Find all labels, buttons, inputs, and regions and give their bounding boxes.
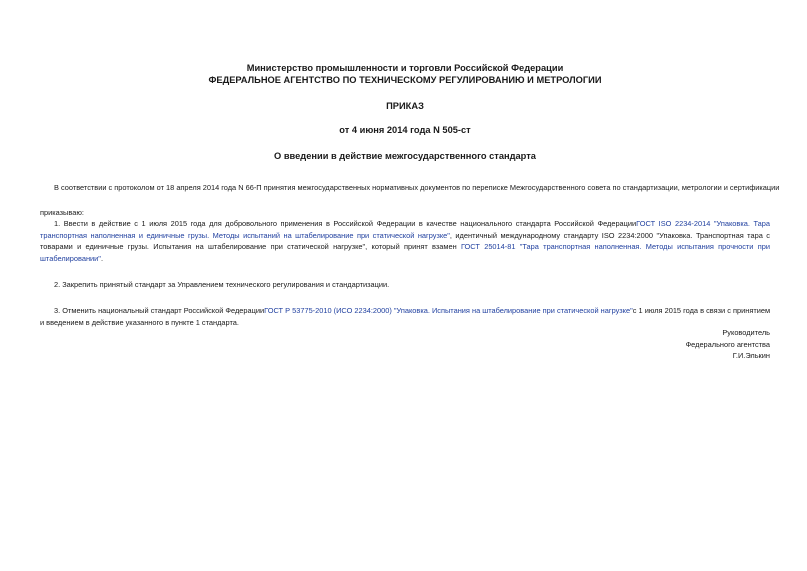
agency-title: ФЕДЕРАЛЬНОЕ АГЕНТСТВО ПО ТЕХНИЧЕСКОМУ РЕГУЛИРОВАНИЮ И МЕТРОЛОГИИ bbox=[208, 75, 602, 85]
signature-organization: Федерального агентства bbox=[685, 339, 770, 349]
gost-iso-2234-2014-link[interactable]: ГОСТ ISO 2234-2014 "Упаковка. Тара транспортная наполненная и единичные грузы. Методы испытаний на штабелирование при статической нагрузке" bbox=[40, 219, 770, 240]
item-1-paragraph bbox=[40, 218, 770, 264]
signature-name: Г.И.Элькин bbox=[732, 351, 770, 361]
gost-r-53775-2010-link[interactable]: ГОСТ Р 53775-2010 (ИСО 2234:2000) "Упаковка. Испытания на штабелирование при статической нагрузке" bbox=[264, 306, 633, 316]
ministry-title: Министерство промышленности и торговли Российской Федерации bbox=[246, 63, 564, 73]
signature-block bbox=[686, 327, 770, 362]
gost-25014-81-link[interactable]: ГОСТ 25014-81 "Тара транспортная наполненная. Методы испытания прочности при штабелировании" bbox=[40, 242, 770, 263]
document-type: ПРИКАЗ bbox=[386, 101, 424, 111]
document-subject: О введении в действие межгосударственного стандарта bbox=[274, 151, 536, 161]
item-3-text-a: 3. Отменить национальный стандарт Российской Федерации bbox=[54, 306, 265, 316]
document-page bbox=[40, 62, 780, 361]
item-2-paragraph: 2. Закрепить принятый стандарт за Управлением технического регулирования и стандартизации. bbox=[54, 279, 390, 289]
order-word: приказываю: bbox=[40, 207, 84, 217]
item-1-text-a: 1. Ввести в действие с 1 июля 2015 года для добровольного применения в Российской Федерации в качестве национального стандарта Российской Федерации bbox=[54, 219, 637, 229]
item-3-text-b: с 1 июля 2015 года в связи с принятием и введением в действие указанного в пункте 1 стандарта. bbox=[40, 306, 771, 327]
item-3-paragraph bbox=[40, 305, 770, 328]
signature-position: Руководитель bbox=[722, 328, 770, 337]
basis-paragraph: В соответствии с протоколом от 18 апреля 2014 года N 66-П принятия межгосударственных нормативных документов по переписке Межгосударственного совета по стандартизации, метрологии и сертификации bbox=[54, 183, 780, 192]
item-1-text-c: . bbox=[100, 253, 103, 263]
document-date-number: от 4 июня 2014 года N 505-ст bbox=[339, 125, 471, 135]
item-1-text-b: , идентичный международному стандарту ISO 2234:2000 "Упаковка. Транспортная тара с товарами и единичные грузы. Испытания на штабелирование при статической нагрузке", который принят взамен bbox=[40, 230, 770, 252]
